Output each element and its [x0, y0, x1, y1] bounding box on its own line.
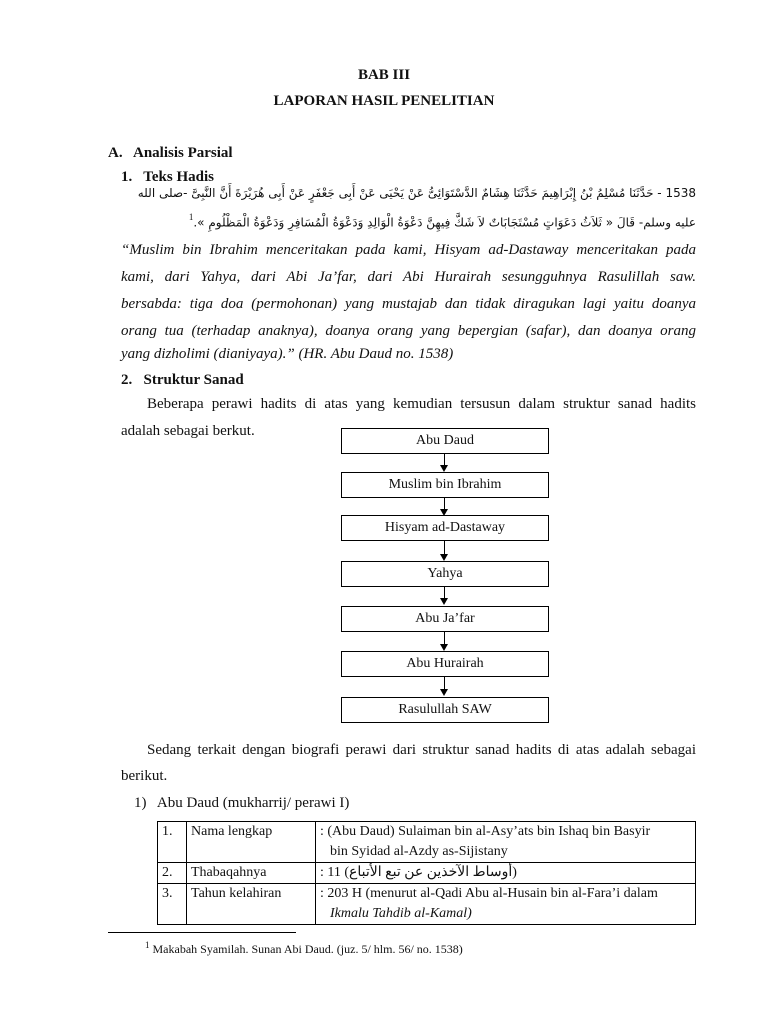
translation-line-1: “Muslim bin Ibrahim menceritakan pada kami, Hisyam ad-Dastaway menceritakan pada [121, 242, 696, 258]
sanad-node-yahya: Yahya [341, 561, 549, 587]
table-row [158, 884, 696, 925]
subsection-1-heading: 1. Teks Hadis [121, 169, 214, 185]
sanad-node-abu-daud: Abu Daud [341, 428, 549, 454]
bio-intro-line-1: Sedang terkait dengan biografi perawi dari struktur sanad hadits di atas adalah sebagai [147, 742, 696, 758]
sanad-intro-line-2: adalah sebagai berkut. [121, 423, 255, 439]
sanad-node-muslim-bin-ibrahim: Muslim bin Ibrahim [341, 472, 549, 498]
sanad-connector [444, 541, 445, 555]
arrow-down-icon [440, 554, 448, 561]
translation-line-5: yang dizholimi (dianiyaya).” (HR. Abu Daud no. 1538) [121, 346, 454, 362]
arabic-hadith-line-2-wrap [189, 212, 696, 231]
bio-heading: 1) Abu Daud (mukharrij/ perawi I) [134, 795, 350, 811]
arabic-hadith-line-2: عليه وسلم- قَالَ « ثَلاَثُ دَعَوَاتٍ مُسْتَجَابَاتٌ لاَ شَكَّ فِيهِنَّ دَعْوَةُ الْوَالِدِ وَدَعْوَةُ الْمُسَافِرِ وَدَعْوَةُ الْمَظْلُومِ ». [193, 215, 696, 230]
row-value-line-1: : (Abu Daud) Sulaiman bin al-Asy’ats bin Ishaq bin Basyir [320, 824, 651, 839]
footnote-ref: 1 [188, 212, 194, 222]
sanad-intro-line-1: Beberapa perawi hadits di atas yang kemudian tersusun dalam struktur sanad hadits [147, 396, 696, 412]
row-number: 3. [158, 884, 187, 925]
sanad-node-hisyam: Hisyam ad-Dastaway [341, 515, 549, 541]
bio-intro-line-2: berikut. [121, 768, 168, 784]
row-value-line-1: : 11 (أوساط الآخذين عن تبع الأتباع) [320, 865, 517, 880]
footnote-number: 1 [145, 940, 150, 950]
chapter-heading: BAB III [357, 67, 411, 83]
footnote-divider [108, 932, 296, 933]
arrow-down-icon [440, 644, 448, 651]
row-value [316, 884, 696, 925]
table-row [158, 822, 696, 863]
footnote [145, 940, 463, 957]
sanad-node-abu-jafar: Abu Ja’far [341, 606, 549, 632]
arrow-down-icon [440, 465, 448, 472]
footnote-text: Makabah Syamilah. Sunan Abi Daud. (juz. 5/ hlm. 56/ no. 1538) [149, 942, 463, 956]
arrow-down-icon [440, 689, 448, 696]
subsection-2-heading: 2. Struktur Sanad [121, 372, 244, 388]
row-value-line-1: : 203 H (menurut al-Qadi Abu al-Husain bin al-Fara’i dalam [320, 886, 658, 901]
translation-line-4: orang tua (terhadap anaknya), doanya orang yang bepergian (safar), dan doanya orang [121, 323, 696, 339]
row-value [316, 822, 696, 863]
sanad-node-abu-hurairah: Abu Hurairah [341, 651, 549, 677]
row-value-line-2: Ikmalu Tahdib al-Kamal) [330, 906, 472, 921]
translation-line-2: kami, dari Yahya, dari Abi Ja’far, dari Abi Hurairah sesungguhnya Rasulillah saw. [121, 269, 696, 285]
row-value-line-2: bin Syidad al-Azdy as-Sijistany [330, 844, 508, 859]
chapter-title: LAPORAN HASIL PENELITIAN [273, 93, 495, 109]
row-number: 1. [158, 822, 187, 863]
translation-line-3: bersabda: tiga doa (permohonan) yang mustajab dan tidak diragukan lagi yaitu doanya [121, 296, 696, 312]
row-label: Tahun kelahiran [187, 884, 316, 925]
row-number: 2. [158, 863, 187, 884]
row-label: Thabaqahnya [187, 863, 316, 884]
row-label: Nama lengkap [187, 822, 316, 863]
arabic-hadith-line-1: 1538 - حَدَّثَنَا مُسْلِمُ بْنُ إِبْرَاهِيمَ حَدَّثَنَا هِشَامٌ الدَّسْتَوَائِىُّ عَنْ يَحْيَى عَنْ أَبِى جَعْفَرٍ عَنْ أَبِى هُرَيْرَةَ أَنَّ النَّبِىَّ -صلى الله [137, 186, 696, 200]
bio-table [157, 821, 696, 925]
section-a-heading: A. Analisis Parsial [108, 145, 233, 161]
arrow-down-icon [440, 598, 448, 605]
sanad-node-rasulullah: Rasulullah SAW [341, 697, 549, 723]
table-row [158, 863, 696, 884]
row-value [316, 863, 696, 884]
